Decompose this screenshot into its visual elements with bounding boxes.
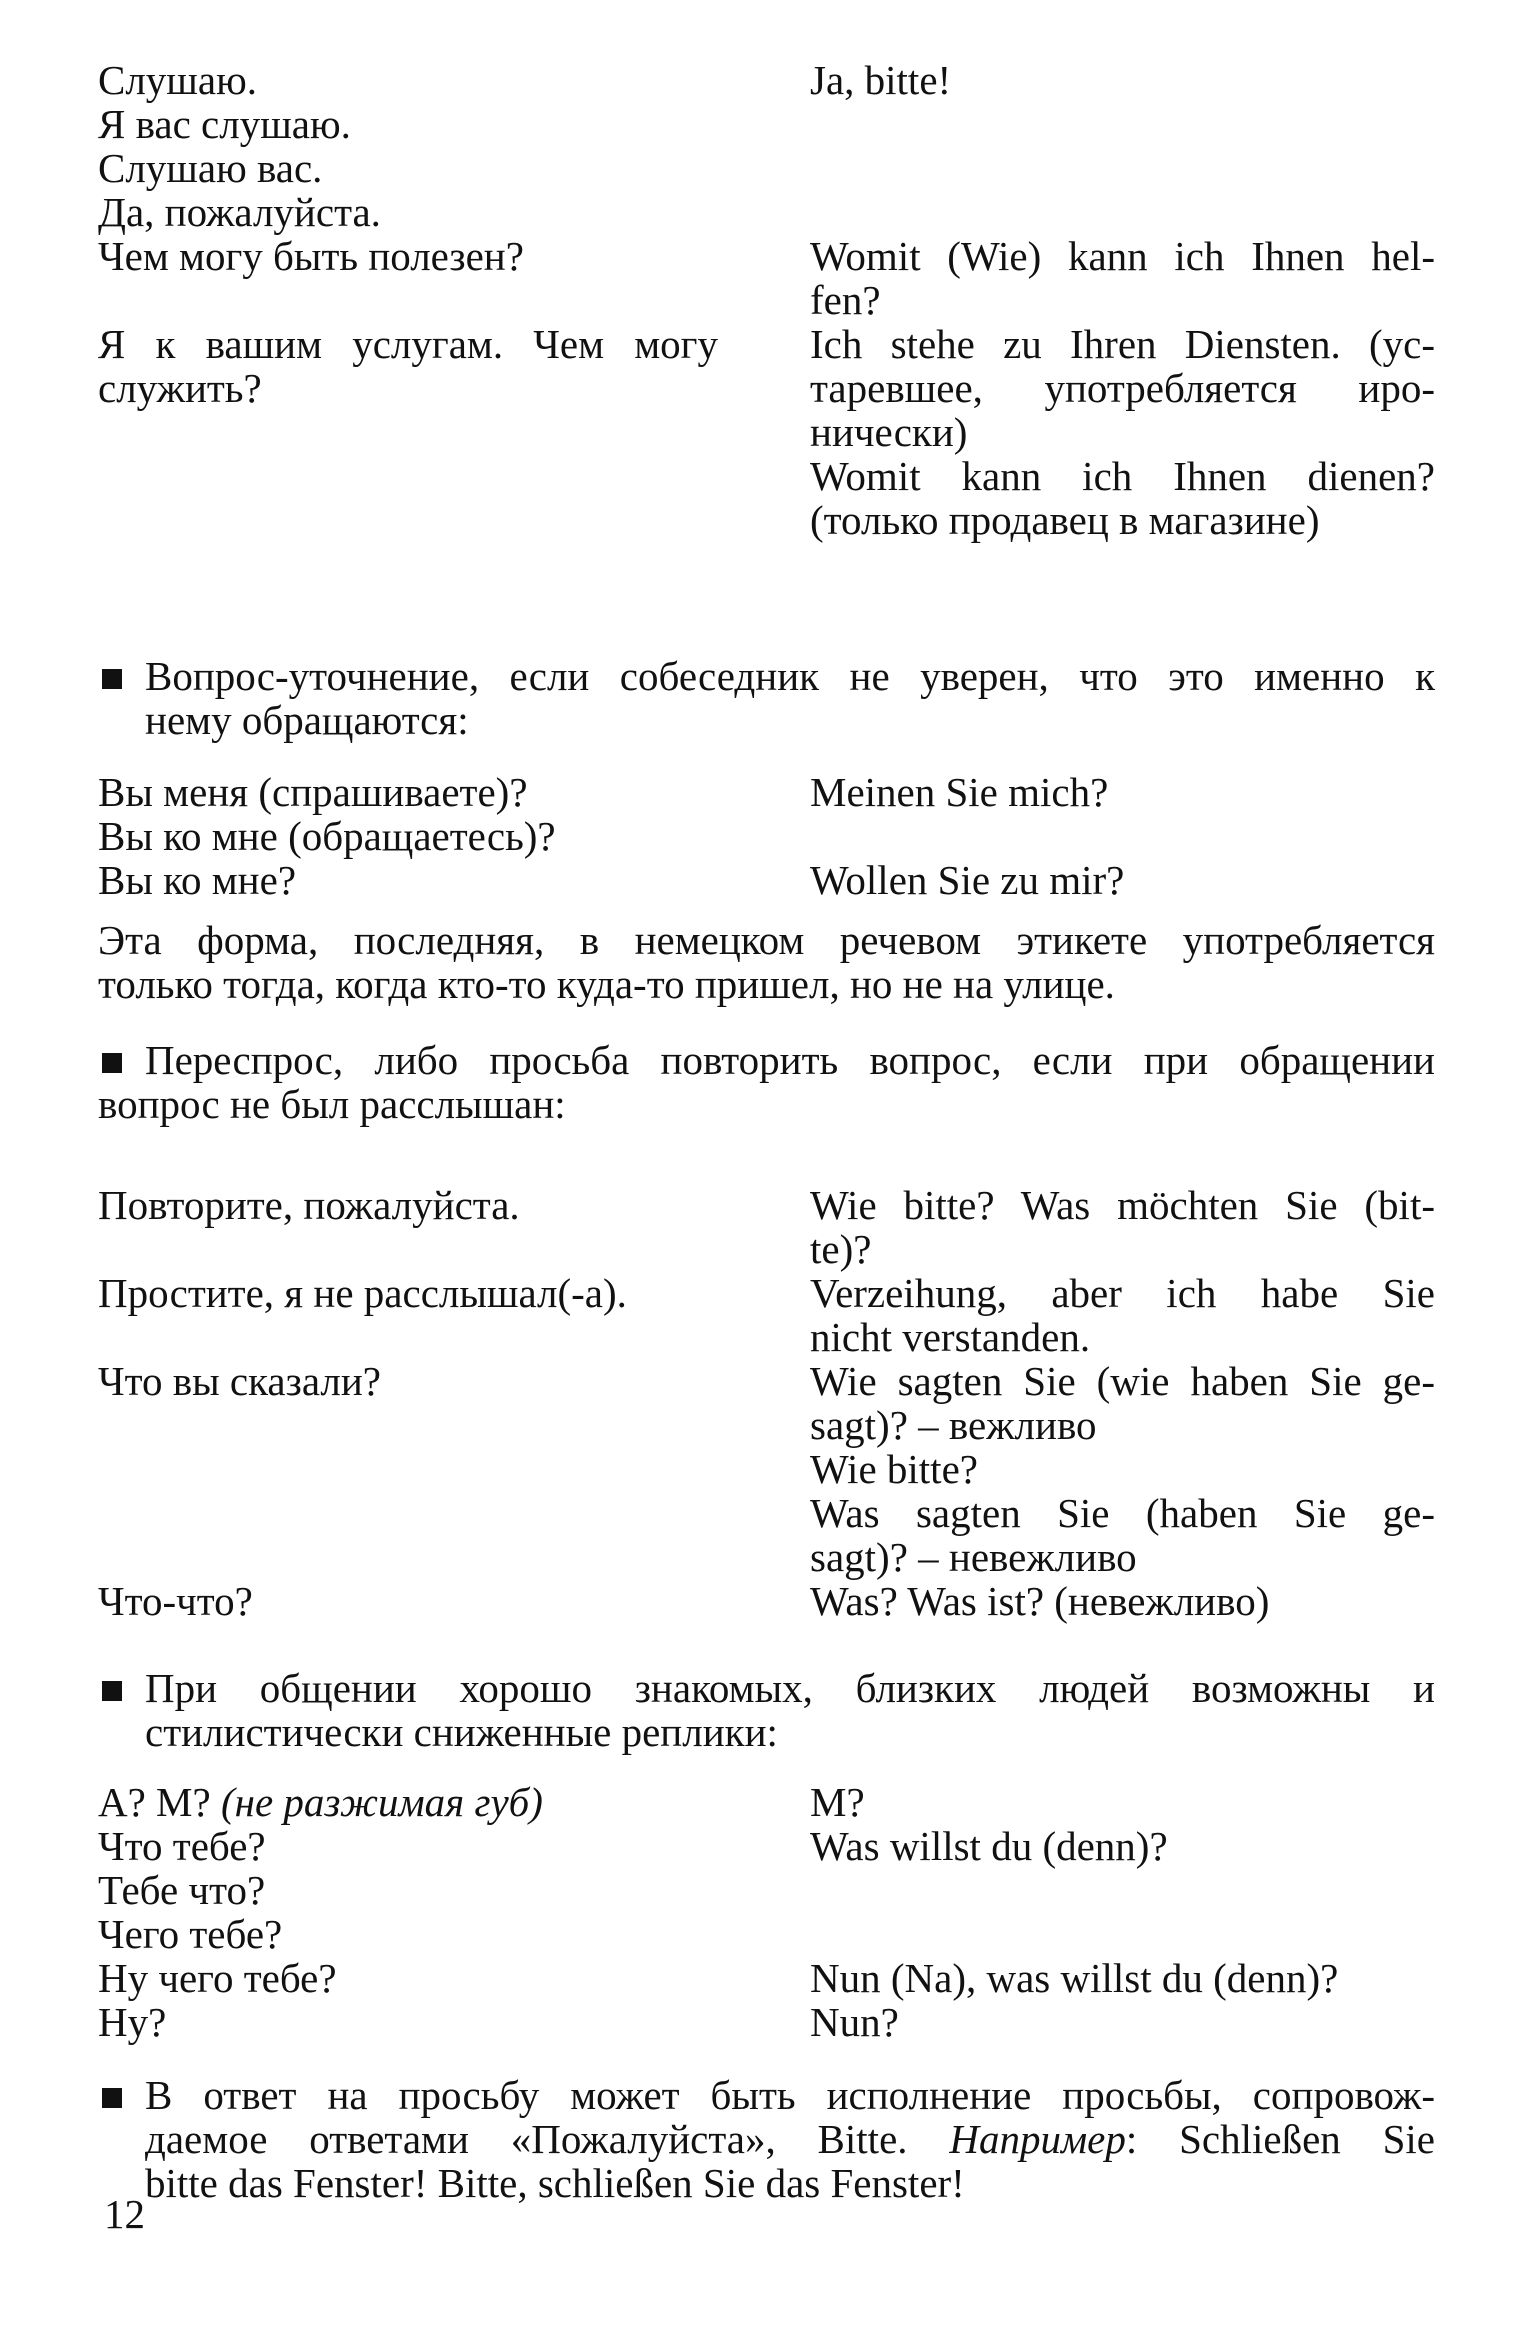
bullet-icon bbox=[102, 1053, 122, 1073]
phrase-de: nicht verstanden. bbox=[810, 1314, 1091, 1360]
phrase-de: Nun (Na), was willst du (denn)? bbox=[810, 1955, 1339, 2001]
phrase-ru: Вы ко мне (обращаетесь)? bbox=[98, 813, 556, 859]
phrase-de: Meinen Sie mich? bbox=[810, 769, 1109, 815]
phrase-ru: Вы ко мне? bbox=[98, 857, 297, 903]
phrase-de: fen? bbox=[810, 277, 881, 323]
phrase-ru: Чего тебе? bbox=[98, 1911, 283, 1957]
section-intro: стилистически сниженные реплики: bbox=[145, 1709, 778, 1755]
phrase-ru: Что-что? bbox=[98, 1578, 253, 1624]
phrase-de: Wie bitte? Was möchten Sie (bit- bbox=[810, 1182, 1435, 1228]
section-intro: Вопрос-уточнение, если собеседник не уверен, что это именно к bbox=[145, 653, 1435, 699]
phrase-de: Wie bitte? bbox=[810, 1446, 978, 1492]
phrase-ru: Слушаю вас. bbox=[98, 145, 323, 191]
phrase-de: Womit (Wie) kann ich Ihnen hel- bbox=[810, 233, 1435, 279]
phrase-ru: служить? bbox=[98, 365, 262, 411]
phrase-de: Wie sagten Sie (wie haben Sie ge- bbox=[810, 1358, 1435, 1404]
phrase-ru: Да, пожалуйста. bbox=[98, 189, 381, 235]
phrase-de: (только продавец в магазине) bbox=[810, 497, 1320, 543]
phrase-de: Was? Was ist? (невежливо) bbox=[810, 1578, 1270, 1624]
section-intro: Переспрос, либо просьба повторить вопрос, если при обращении bbox=[145, 1037, 1435, 1083]
usage-note: Эта форма, последняя, в немецком речевом этикете употребляется bbox=[98, 917, 1435, 963]
page-number: 12 bbox=[104, 2191, 145, 2237]
phrase-ru: Слушаю. bbox=[98, 57, 257, 103]
phrase-de: Nun? bbox=[810, 1999, 899, 2045]
phrase-ru: Я к вашим услугам. Чем могу bbox=[98, 321, 718, 367]
phrase-de: Wollen Sie zu mir? bbox=[810, 857, 1125, 903]
phrase-ru: Что тебе? bbox=[98, 1823, 266, 1869]
section-text-emphasis: Например bbox=[949, 2116, 1126, 2162]
phrase-ru: Чем могу быть полезен? bbox=[98, 233, 524, 279]
phrase-ru: Что вы сказали? bbox=[98, 1358, 381, 1404]
phrase-ru: Тебе что? bbox=[98, 1867, 266, 1913]
phrase-ru: Ну? bbox=[98, 1999, 167, 2045]
bullet-icon bbox=[102, 2088, 122, 2108]
phrase-ru: Простите, я не расслышал(-а). bbox=[98, 1270, 627, 1316]
phrase-ru: Вы меня (спрашиваете)? bbox=[98, 769, 528, 815]
section-intro: вопрос не был расслышан: bbox=[98, 1081, 566, 1127]
phrase-ru: Я вас слушаю. bbox=[98, 101, 351, 147]
section-text bbox=[145, 2117, 1435, 2162]
section-text-part: : Schließen Sie bbox=[1125, 2116, 1435, 2162]
phrase-de: Ja, bitte! bbox=[810, 57, 952, 103]
section-text-part: даемое ответами «Пожалуйста», Bitte. bbox=[145, 2116, 908, 2162]
phrase-de: Ich stehe zu Ihren Diensten. (ус- bbox=[810, 321, 1435, 367]
phrase-ru bbox=[98, 1780, 543, 1825]
usage-note: только тогда, когда кто-то куда-то пришел, но не на улице. bbox=[98, 961, 1115, 1007]
phrase-ru: Ну чего тебе? bbox=[98, 1955, 337, 2001]
section-intro: нему обращаются: bbox=[145, 697, 469, 743]
phrase-de: М? bbox=[810, 1779, 865, 1825]
bullet-icon bbox=[102, 669, 122, 689]
phrase-de: Was willst du (denn)? bbox=[810, 1823, 1168, 1869]
phrase-de: Verzeihung, aber ich habe Sie bbox=[810, 1270, 1435, 1316]
phrase-ru: Повторите, пожалуйста. bbox=[98, 1182, 520, 1228]
phrase-de: sagt)? – невежливо bbox=[810, 1534, 1137, 1580]
section-intro: При общении хорошо знакомых, близких людей возможны и bbox=[145, 1665, 1435, 1711]
phrase-de: Was sagten Sie (haben Sie ge- bbox=[810, 1490, 1435, 1536]
bullet-icon bbox=[102, 1681, 122, 1701]
phrase-de: таревшее, употребляется иро- bbox=[810, 365, 1435, 411]
section-text: В ответ на просьбу может быть исполнение просьбы, сопровож- bbox=[145, 2072, 1435, 2118]
phrase-de: Womit kann ich Ihnen dienen? bbox=[810, 453, 1435, 499]
phrase-de: sagt)? – вежливо bbox=[810, 1402, 1097, 1448]
phrase-de: нически) bbox=[810, 409, 968, 455]
phrase-de: te)? bbox=[810, 1226, 872, 1272]
section-text: bitte das Fenster! Bitte, schließen Sie das Fenster! bbox=[145, 2160, 965, 2206]
phrase-ru-remark: (не разжимая губ) bbox=[220, 1779, 543, 1825]
phrase-ru-text: А? М? bbox=[98, 1779, 211, 1825]
